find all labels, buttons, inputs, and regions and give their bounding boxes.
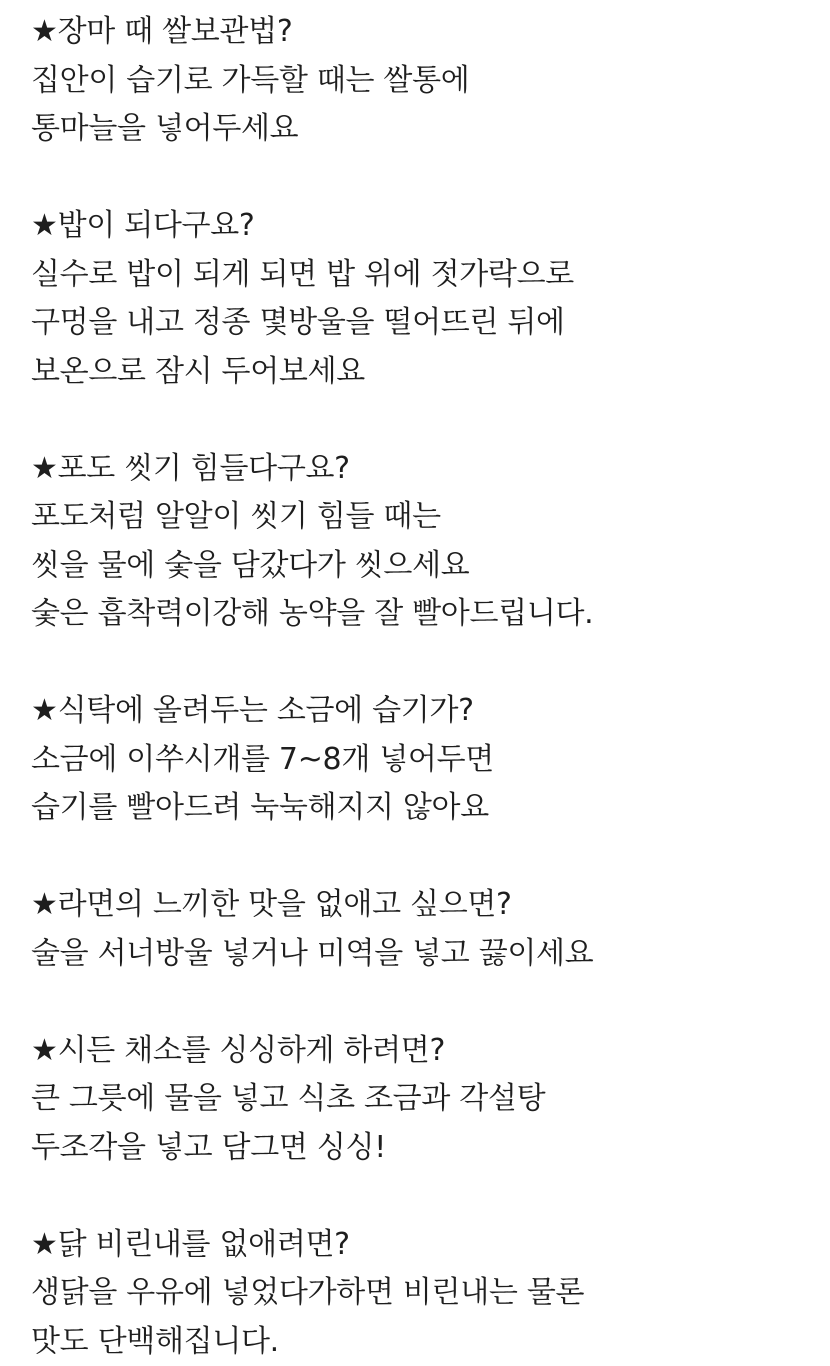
tip-title: ★장마 때 쌀보관법? [31, 8, 821, 57]
section-spacer [31, 154, 821, 203]
tip-line: 집안이 습기로 가득할 때는 쌀통에 [31, 57, 821, 106]
tip-section [31, 445, 821, 639]
tip-section [31, 687, 821, 833]
tip-line: 구멍을 내고 정종 몇방울을 떨어뜨린 뒤에 [31, 299, 821, 348]
tip-line: 보온으로 잠시 두어보세요 [31, 348, 821, 397]
tip-line: 통마늘을 넣어두세요 [31, 105, 821, 154]
tip-section [31, 202, 821, 396]
tip-line: 술을 서너방울 넣거나 미역을 넣고 끓이세요 [31, 930, 821, 979]
tip-line: 두조각을 넣고 담그면 싱싱! [31, 1124, 821, 1173]
tip-section [31, 1027, 821, 1173]
section-spacer [31, 639, 821, 688]
tip-title: ★닭 비린내를 없애려면? [31, 1221, 821, 1270]
section-spacer [31, 833, 821, 882]
tip-line: 숯은 흡착력이강해 농약을 잘 빨아드립니다. [31, 590, 821, 639]
tip-line: 맛도 단백해집니다. [31, 1318, 821, 1366]
tips-document [31, 8, 821, 1366]
tip-line: 포도처럼 알알이 씻기 힘들 때는 [31, 493, 821, 542]
tip-line: 습기를 빨아드려 눅눅해지지 않아요 [31, 784, 821, 833]
tip-section [31, 8, 821, 154]
tip-title: ★시든 채소를 싱싱하게 하려면? [31, 1027, 821, 1076]
tip-line: 생닭을 우유에 넣었다가하면 비린내는 물론 [31, 1269, 821, 1318]
tip-title: ★라면의 느끼한 맛을 없애고 싶으면? [31, 881, 821, 930]
tip-title: ★식탁에 올려두는 소금에 습기가? [31, 687, 821, 736]
section-spacer [31, 396, 821, 445]
tip-section [31, 1221, 821, 1366]
tip-title: ★밥이 되다구요? [31, 202, 821, 251]
section-spacer [31, 978, 821, 1027]
tip-section [31, 881, 821, 978]
tip-title: ★포도 씻기 힘들다구요? [31, 445, 821, 494]
section-spacer [31, 1172, 821, 1221]
tip-line: 실수로 밥이 되게 되면 밥 위에 젓가락으로 [31, 251, 821, 300]
tip-line: 소금에 이쑤시개를 7~8개 넣어두면 [31, 736, 821, 785]
tip-line: 큰 그릇에 물을 넣고 식초 조금과 각설탕 [31, 1075, 821, 1124]
tip-line: 씻을 물에 숯을 담갔다가 씻으세요 [31, 542, 821, 591]
